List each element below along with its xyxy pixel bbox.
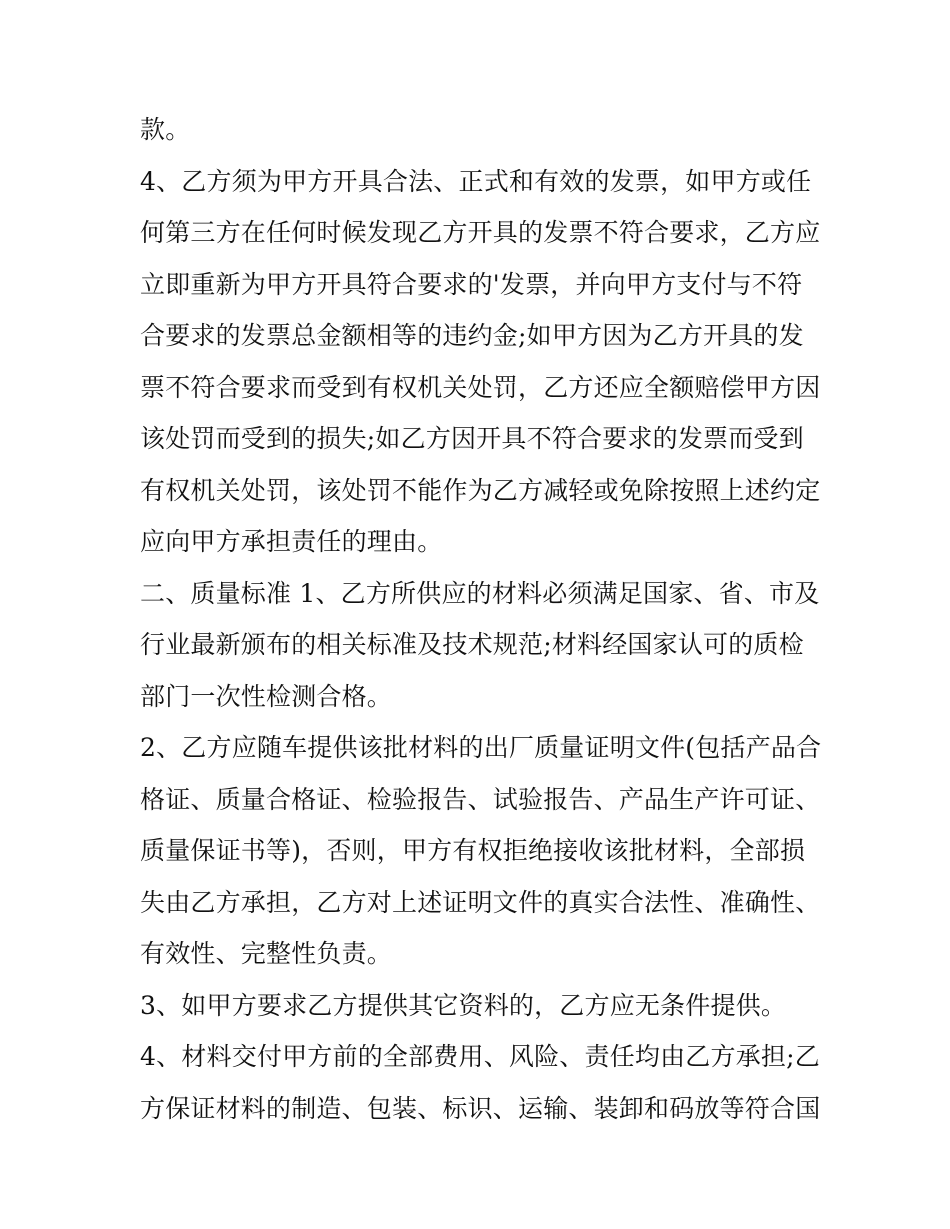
text-line: 行业最新颁布的相关标准及技术规范;材料经国家认可的质检 [140,630,804,659]
document-body [140,104,820,1134]
text-line: 4、乙方须为甲方开具合法、正式和有效的发票，如甲方或任 [140,166,812,196]
text-line: 应向甲方承担责任的理由。 [140,527,443,556]
text-line: 2、乙方应随车提供该批材料的出厂质量证明文件(包括产品合 [140,733,822,762]
text-line: 款。 [140,115,191,144]
text-line: 有效性、完整性负责。 [140,939,393,968]
text-line: 失由乙方承担，乙方对上述证明文件的真实合法性、准确性、 [140,887,821,917]
text-line: 格证、质量合格证、检验报告、试验报告、产品生产许可证、 [140,784,821,814]
text-line: 合要求的发票总金额相等的违约金;如甲方因为乙方开具的发 [140,321,804,350]
text-line: 立即重新为甲方开具符合要求的'发票，并向甲方支付与不符 [140,269,803,299]
text-line: 有权机关处罚，该处罚不能作为乙方减轻或免除按照上述约定 [140,475,821,505]
text-line: 二、质量标准 1、乙方所供应的材料必须满足国家、省、市及 [140,578,820,608]
text-line: 4、材料交付甲方前的全部费用、风险、责任均由乙方承担;乙 [140,1042,820,1071]
text-line: 质量保证书等)，否则，甲方有权拒绝接收该批材料，全部损 [140,836,806,865]
text-line: 方保证材料的制造、包装、标识、运输、装卸和码放等符合国 [140,1093,821,1123]
text-line: 票不符合要求而受到有权机关处罚，乙方还应全额赔偿甲方因 [140,372,821,402]
text-line: 部门一次性检测合格。 [140,681,393,711]
text-line: 何第三方在任何时候发现乙方开具的发票不符合要求，乙方应 [140,218,821,247]
text-line: 该处罚而受到的损失;如乙方因开具不符合要求的发票而受到 [140,424,804,453]
text-line: 3、如甲方要求乙方提供其它资料的，乙方应无条件提供。 [140,990,787,1020]
